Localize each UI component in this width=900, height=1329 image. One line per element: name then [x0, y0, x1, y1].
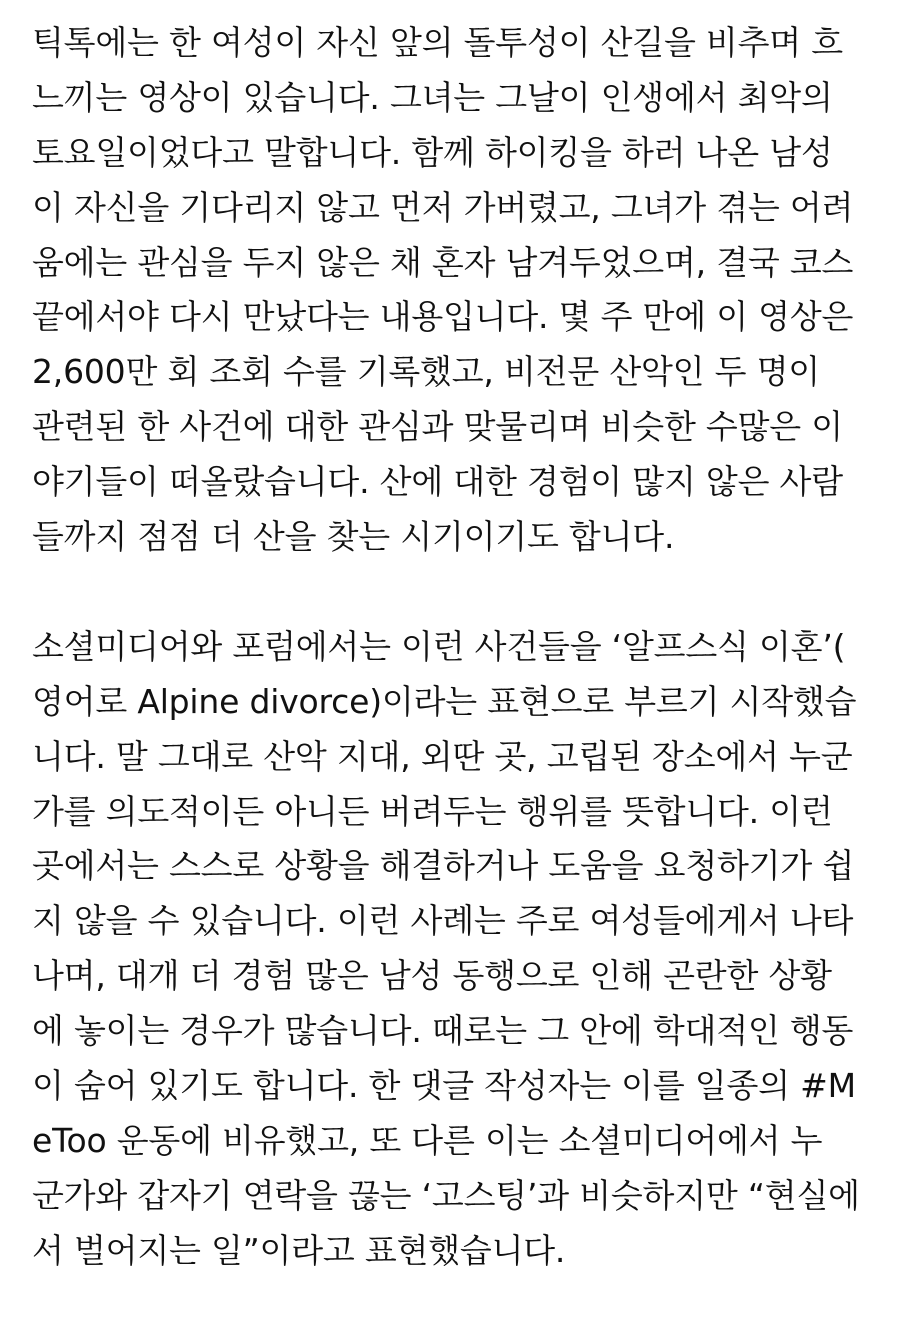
- paragraph-1: [32, 16, 868, 565]
- text-line: 나며, 대개 더 경험 많은 남성 동행으로 인해 곤란한 상황: [32, 956, 832, 996]
- text-line: 곳에서는 스스로 상황을 해결하거나 도움을 요청하기가 쉽: [32, 846, 855, 886]
- text-line: 니다. 말 그대로 산악 지대, 외딴 곳, 고립된 장소에서 누군: [32, 736, 853, 776]
- text-line: 틱톡에는 한 여성이 자신 앞의 돌투성이 산길을 비추며 흐: [32, 23, 843, 62]
- text-line: 들까지 점점 더 산을 찾는 시기이기도 합니다.: [32, 517, 675, 557]
- text-line: 끝에서야 다시 만났다는 내용입니다. 몇 주 만에 이 영상은: [32, 297, 854, 337]
- text-line: 이 숨어 있기도 합니다. 한 댓글 작성자는 이를 일종의 #M: [32, 1066, 856, 1106]
- text-line: 야기들이 떠올랐습니다. 산에 대한 경험이 많지 않은 사람: [32, 462, 843, 502]
- text-line: 영어로 Alpine divorce)이라는 표현으로 부르기 시작했습: [32, 681, 857, 721]
- paragraph-2: [32, 620, 868, 1279]
- text-line: 소셜미디어와 포럼에서는 이런 사건들을 ‘알프스식 이혼’(: [32, 626, 846, 666]
- text-line: 움에는 관심을 두지 않은 채 혼자 남겨두었으며, 결국 코스: [32, 242, 854, 282]
- text-line: 서 벌어지는 일”이라고 표현했습니다.: [32, 1230, 566, 1270]
- text-line: 지 않을 수 있습니다. 이런 사례는 주로 여성들에게서 나타: [32, 901, 854, 941]
- text-line: 관련된 한 사건에 대한 관심과 맞물리며 비슷한 수많은 이: [32, 407, 843, 447]
- text-line: eToo 운동에 비유했고, 또 다른 이는 소셜미디어에서 누: [32, 1120, 823, 1160]
- text-line: 느끼는 영상이 있습니다. 그녀는 그날이 인생에서 최악의: [32, 77, 833, 117]
- article-body: [32, 16, 868, 1279]
- text-line: 토요일이었다고 말합니다. 함께 하이킹을 하러 나온 남성: [32, 132, 833, 172]
- text-line: 에 놓이는 경우가 많습니다. 때로는 그 안에 학대적인 행동: [32, 1011, 854, 1051]
- text-line: 이 자신을 기다리지 않고 먼저 가버렸고, 그녀가 겪는 어려: [32, 187, 854, 227]
- text-line: 군가와 갑자기 연락을 끊는 ‘고스팅’과 비슷하지만 “현실에: [32, 1175, 860, 1215]
- text-line: 2,600만 회 조회 수를 기록했고, 비전문 산악인 두 명이: [32, 352, 820, 392]
- text-line: 가를 의도적이든 아니든 버려두는 행위를 뜻합니다. 이런: [32, 791, 833, 831]
